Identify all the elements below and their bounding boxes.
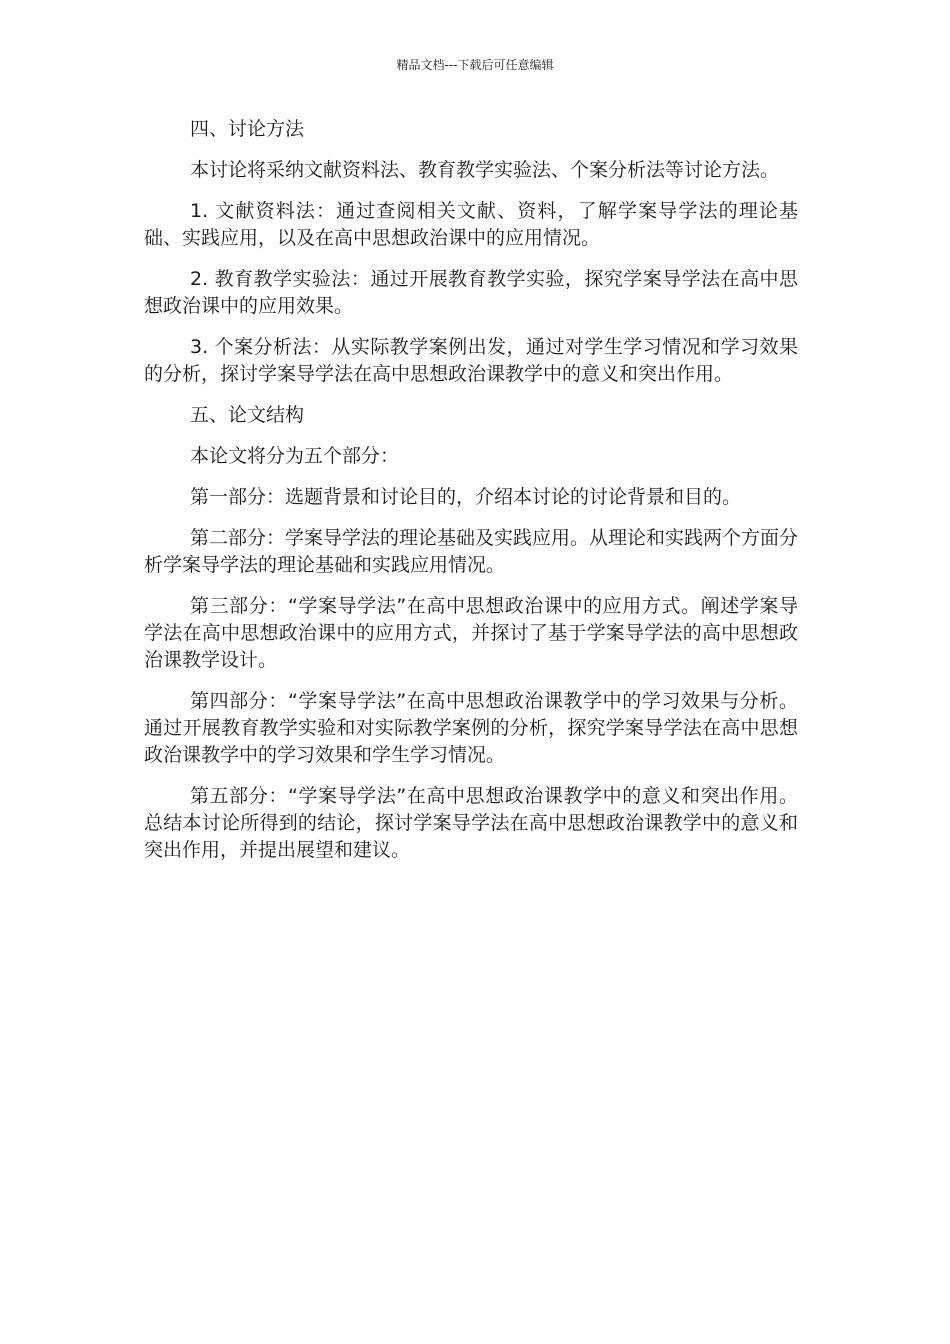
paragraph-part-four: 第四部分：“学案导学法”在高中思想政治课教学中的学习效果与分析。通过开展教育教学实验和对实际教学案例的分析，探究学案导学法在高中思想政治课教学中的学习效果和学生学习情况。 [144,690,798,766]
paragraph-method-literature: 1. 文献资料法：通过查阅相关文献、资料，了解学案导学法的理论基础、实践应用，以及在高中思想政治课中的应用情况。 [144,200,798,249]
paragraph-method-experiment: 2. 教育教学实验法：通过开展教育教学实验，探究学案导学法在高中思想政治课中的应用效果。 [144,268,798,317]
paragraph-structure-intro: 本论文将分为五个部分： [190,445,400,467]
paragraph-part-one: 第一部分：选题背景和讨论目的，介绍本讨论的讨论背景和目的。 [190,486,742,508]
paragraph-part-five: 第五部分：“学案导学法”在高中思想政治课教学中的意义和突出作用。总结本讨论所得到的结论，探讨学案导学法在高中思想政治课教学中的意义和突出作用，并提出展望和建议。 [144,785,798,861]
paragraph-part-two: 第二部分：学案导学法的理论基础及实践应用。从理论和实践两个方面分析学案导学法的理论基础和实践应用情况。 [144,527,799,576]
paragraph-methods-intro: 本讨论将采纳文献资料法、教育教学实验法、个案分析法等讨论方法。 [190,159,780,181]
paragraph-part-three: 第三部分：“学案导学法”在高中思想政治课中的应用方式。阐述学案导学法在高中思想政治课中的应用方式，并探讨了基于学案导学法的高中思想政治课教学设计。 [144,595,798,671]
section-heading-methods: 四、讨论方法 [190,118,305,140]
section-heading-structure: 五、论文结构 [190,404,305,426]
document-body [144,116,798,878]
page-header: 精品文档---下载后可任意编辑 [396,58,554,72]
paragraph-method-case-study: 3. 个案分析法：从实际教学案例出发，通过对学生学习情况和学习效果的分析，探讨学案导学法在高中思想政治课教学中的意义和突出作用。 [144,336,798,385]
